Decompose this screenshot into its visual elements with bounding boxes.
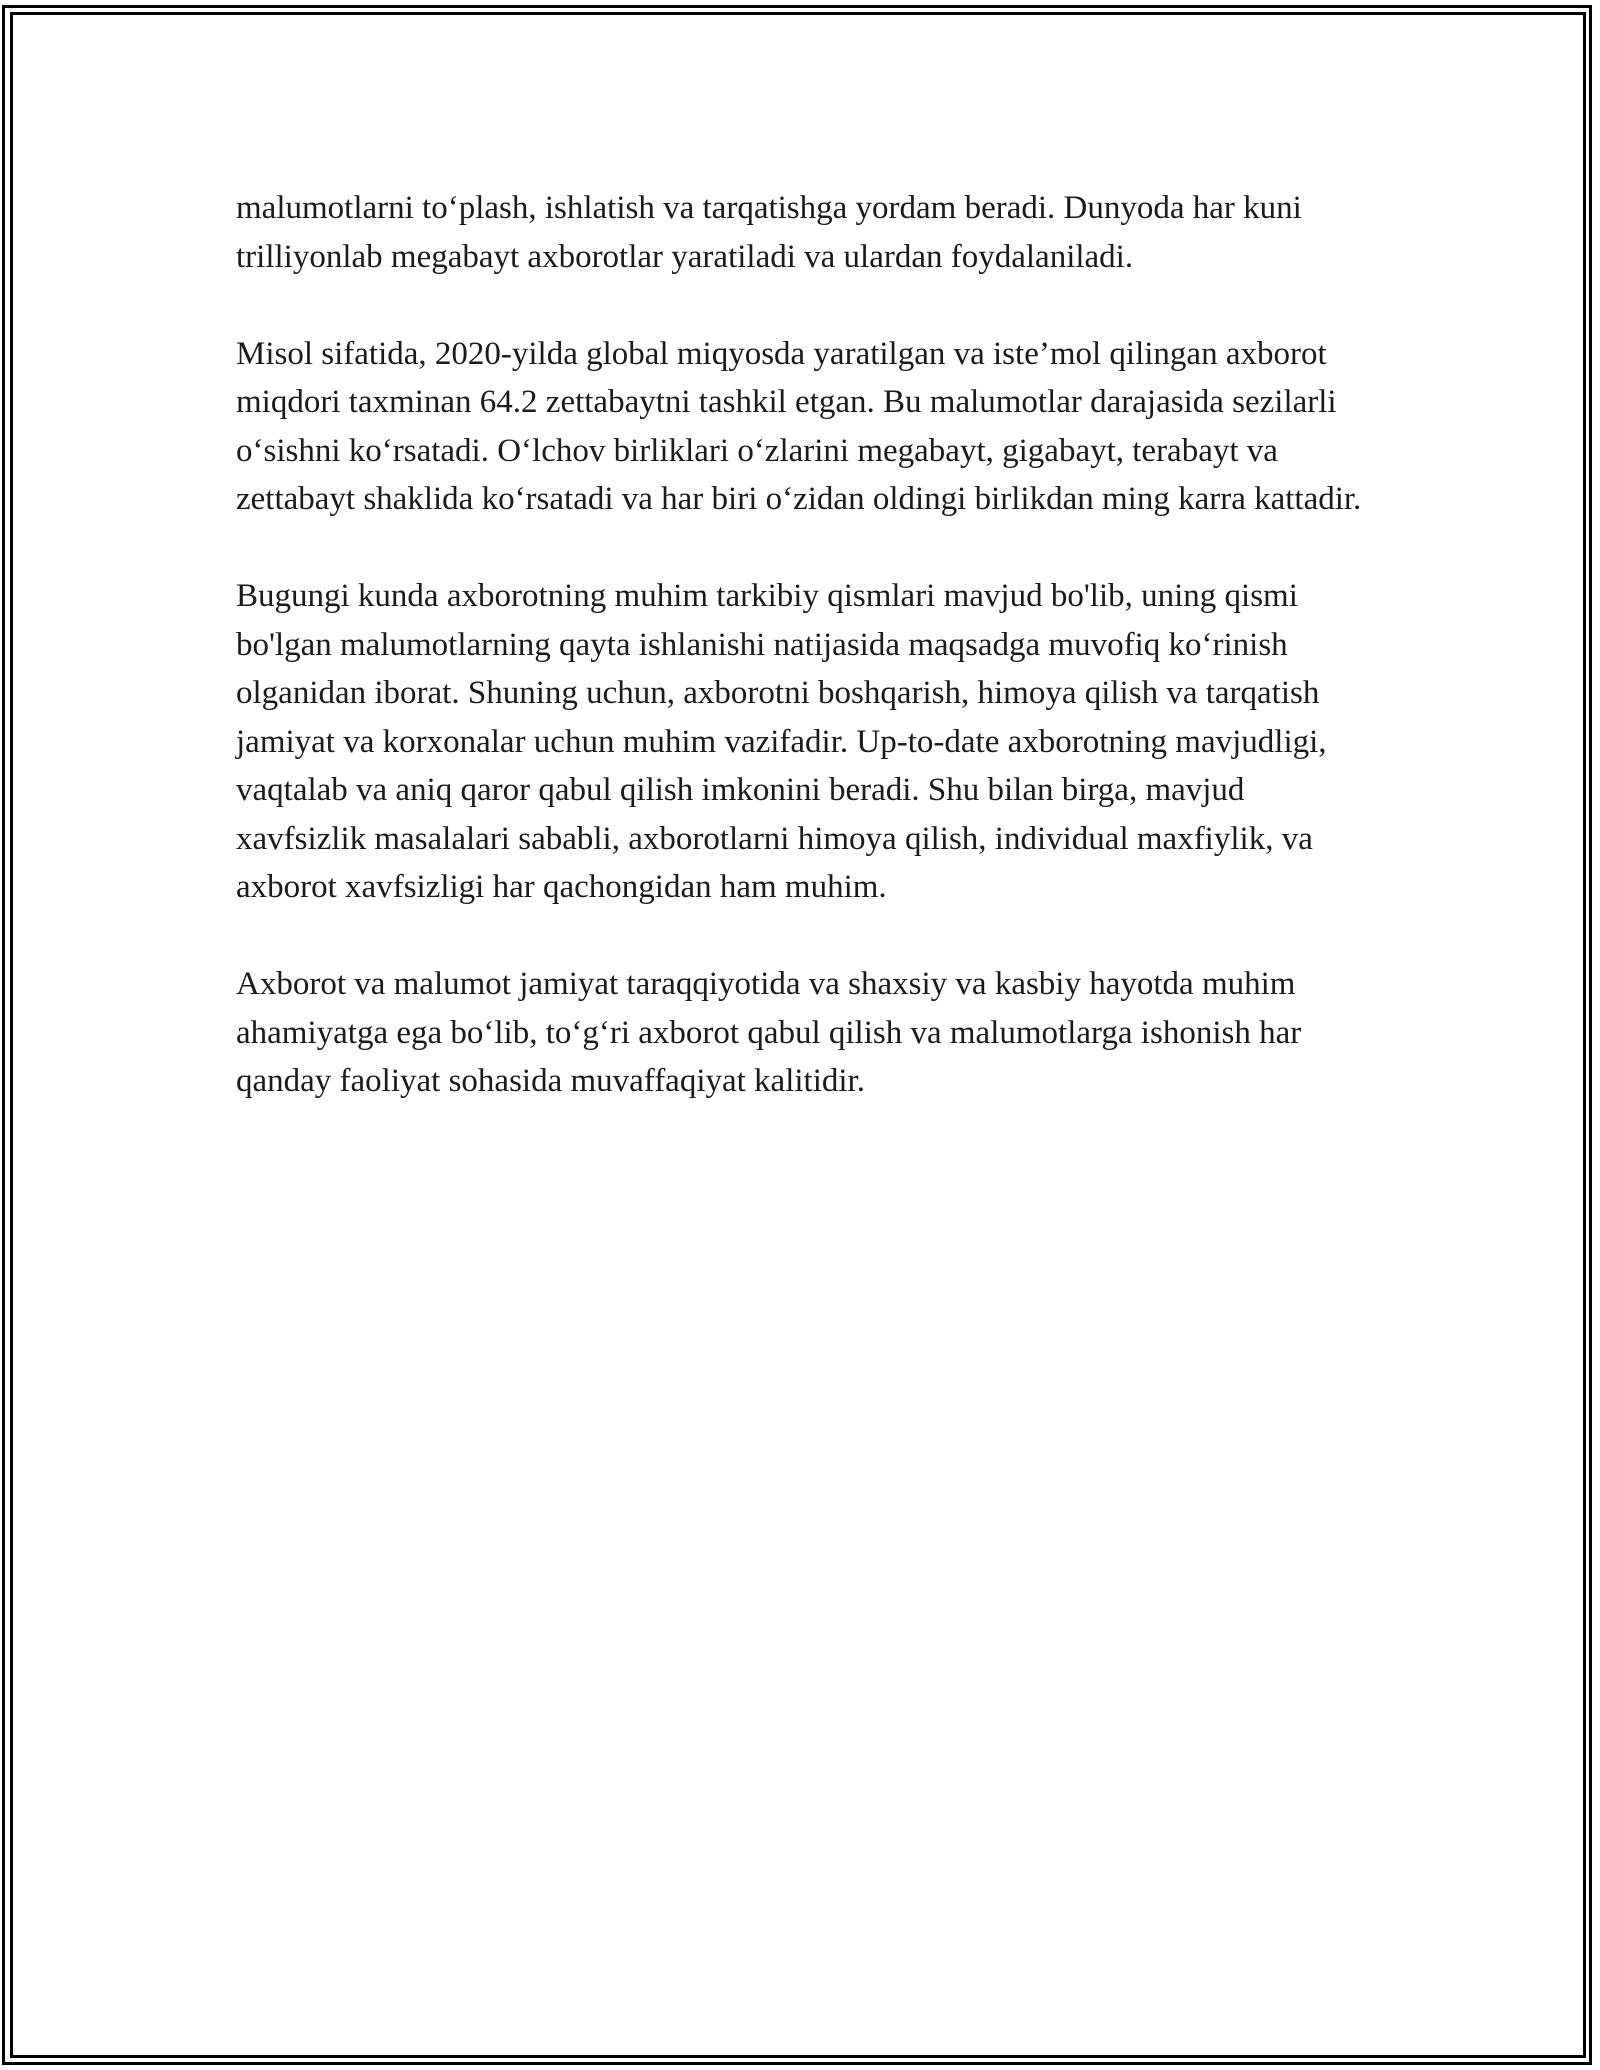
paragraph-1: malumotlarni to‘plash, ishlatish va tarqatishga yordam beradi. Dunyoda har kuni trilliyonlab megabayt axborotlar yaratiladi va ulardan foydalaniladi. (236, 190, 1302, 275)
paragraph-4: Axborot va malumot jamiyat taraqqiyotida va shaxsiy va kasbiy hayotda muhim ahamiyatga ega bo‘lib, to‘g‘ri axborot qabul qilish va malumotlarga ishonish har qanday faoliyat sohasida muvaffaqiyat kalitidir. (236, 966, 1302, 1099)
document-body (236, 184, 1376, 1106)
paragraph-3: Bugungi kunda axborotning muhim tarkibiy qismlari mavjud bo'lib, uning qismi bo'lgan malumotlarning qayta ishlanishi natijasida maqsadga muvofiq ko‘rinish olganidan iborat. Shuning uchun, axborotni boshqarish, himoya qilish va tarqatish jamiyat va korxonalar uchun muhim vazifadir. Up-to-date axborotning mavjudligi, vaqtalab va aniq qaror qabul qilish imkonini beradi. Shu bilan birga, mavjud xavfsizlik masalalari sababli, axborotlarni himoya qilish, individual maxfiylik, va axborot xavfsizligi har qachongidan ham muhim. (236, 578, 1327, 905)
paragraph-2: Misol sifatida, 2020-yilda global miqyosda yaratilgan va iste’mol qilingan axborot miqdori taxminan 64.2 zettabaytni tashkil etgan. Bu malumotlar darajasida sezilarli o‘sishni ko‘rsatadi. O‘lchov birliklari o‘zlarini megabayt, gigabayt, terabayt va zettabayt shaklida ko‘rsatadi va har biri o‘zidan oldingi birlikdan ming karra kattadir. (236, 335, 1362, 517)
